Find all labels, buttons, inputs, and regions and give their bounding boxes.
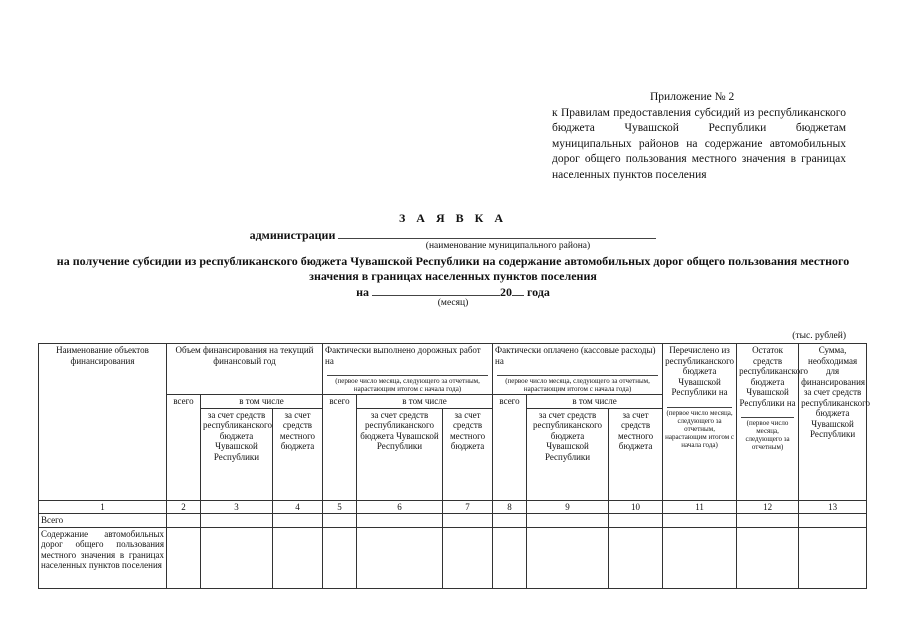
admin-caption: (наименование муниципального района) — [425, 241, 591, 251]
col-header-volume-local: за счет средств местного бюджета — [273, 408, 323, 500]
col-header-volume-rep: за счет средств республиканского бюджета Чувашской Республики — [201, 408, 273, 500]
column-number: 1 — [39, 500, 167, 514]
table-cell[interactable] — [323, 527, 357, 588]
purpose-text: на получение субсидии из республиканского бюджета Чувашской Республики на содержание автомобильных дорог общего пользования местного значения в границах населенных пунктов поселения — [56, 254, 850, 283]
table-cell[interactable] — [737, 514, 799, 528]
done-date-field[interactable] — [327, 366, 488, 376]
year-field[interactable] — [512, 284, 524, 296]
paid-date-field[interactable] — [497, 366, 658, 376]
table-cell[interactable] — [167, 527, 201, 588]
transferred-date-field[interactable] — [667, 398, 732, 408]
table-cell[interactable] — [493, 514, 527, 528]
column-number: 4 — [273, 500, 323, 514]
application-table — [38, 343, 871, 589]
month-caption: (месяц) — [437, 298, 469, 308]
column-number: 12 — [737, 500, 799, 514]
table-cell[interactable] — [609, 514, 663, 528]
col-header-objects: Наименование объектов финансирования — [39, 344, 167, 501]
date-mid: 20 — [500, 285, 513, 299]
column-numbers-row — [39, 500, 867, 514]
table-cell[interactable] — [799, 514, 867, 528]
table-cell[interactable] — [357, 527, 443, 588]
header-row-1 — [39, 344, 867, 395]
table-cell[interactable] — [493, 527, 527, 588]
column-number: 13 — [799, 500, 867, 514]
table-cell[interactable] — [273, 527, 323, 588]
column-number: 6 — [357, 500, 443, 514]
document-title: З А Я В К А — [398, 211, 508, 225]
col-header-balance-note: (первое число месяца, следующего за отчетным) — [745, 419, 790, 451]
col-header-done-rep: за счет средств республиканского бюджета Чувашской Республики — [357, 408, 443, 500]
col-header-transferred-label: Перечислено из республиканского бюджета Чувашской Республики на — [665, 345, 735, 397]
col-header-done-local: за счет средств местного бюджета — [443, 408, 493, 500]
admin-name-field[interactable] — [338, 227, 656, 239]
table-cell[interactable] — [737, 527, 799, 588]
table-cell[interactable] — [201, 527, 273, 588]
table-cell[interactable] — [527, 514, 609, 528]
table-cell[interactable] — [527, 527, 609, 588]
table-cell[interactable] — [443, 514, 493, 528]
appendix-title: Приложение № 2 — [650, 91, 735, 103]
col-header-volume-including: в том числе — [201, 395, 323, 409]
table-cell[interactable] — [201, 514, 273, 528]
col-header-done-note: (первое число месяца, следующего за отчетным, нарастающим итогом с начала года) — [335, 377, 480, 393]
table-cell[interactable] — [357, 514, 443, 528]
column-number: 9 — [527, 500, 609, 514]
table-row-maintenance — [39, 527, 867, 588]
col-header-paid-including: в том числе — [527, 395, 663, 409]
table-cell[interactable] — [799, 527, 867, 588]
col-header-done-total: всего — [323, 395, 357, 501]
col-header-paid — [493, 344, 663, 395]
units-label: (тыс. рублей) — [792, 331, 846, 341]
col-header-transferred — [663, 344, 737, 501]
date-prefix: на — [356, 285, 370, 299]
column-number: 11 — [663, 500, 737, 514]
column-number: 8 — [493, 500, 527, 514]
col-header-done-label: Фактически выполнено дорожных работ на — [325, 345, 481, 366]
col-header-paid-rep: за счет средств республиканского бюджета Чувашской Республики — [527, 408, 609, 500]
balance-date-field[interactable] — [741, 408, 794, 418]
col-header-sum: Сумма, необходимая для финансирования за счет средств республиканского бюджета Чувашской Республики — [799, 344, 867, 501]
table-cell[interactable] — [663, 514, 737, 528]
col-header-volume-total: всего — [167, 395, 201, 501]
month-field[interactable] — [372, 284, 500, 296]
table-cell[interactable] — [609, 527, 663, 588]
col-header-done-including: в том числе — [357, 395, 493, 409]
table-cell[interactable] — [167, 514, 201, 528]
column-number: 2 — [167, 500, 201, 514]
column-number: 3 — [201, 500, 273, 514]
col-header-done — [323, 344, 493, 395]
col-header-paid-total: всего — [493, 395, 527, 501]
column-number: 5 — [323, 500, 357, 514]
col-header-transferred-note: (первое число месяца, следующего за отчетным, нарастающим итогом с начала года) — [665, 408, 735, 449]
col-header-balance-label: Остаток средств республиканского бюджета Чувашской Республики на — [739, 345, 809, 408]
col-header-paid-local: за счет средств местного бюджета — [609, 408, 663, 500]
admin-label: администрации — [249, 228, 336, 242]
date-suffix: года — [527, 285, 550, 299]
row-label-total: Всего — [39, 514, 167, 528]
col-header-paid-note: (первое число месяца, следующего за отчетным, нарастающим итогом с начала года) — [505, 377, 650, 393]
col-header-balance — [737, 344, 809, 501]
column-number: 7 — [443, 500, 493, 514]
col-header-volume: Объем финансирования на текущий финансовый год — [167, 344, 323, 395]
table-cell[interactable] — [323, 514, 357, 528]
table-cell[interactable] — [443, 527, 493, 588]
column-number: 10 — [609, 500, 663, 514]
appendix-text: к Правилам предоставления субсидий из республиканского бюджета Чувашской Республики бюджетам муниципальных районов на содержание автомобильных дорог общего пользования местного значения в границах населенных пунктов поселения — [552, 106, 846, 181]
col-header-paid-label: Фактически оплачено (кассовые расходы) на — [495, 345, 656, 366]
appendix-block — [552, 90, 846, 183]
table-cell[interactable] — [663, 527, 737, 588]
table-row-total — [39, 514, 867, 528]
row-label-maintenance: Содержание автомобильных дорог общего пользования местного значения в границах населенных пунктов поселения — [39, 527, 167, 588]
table-cell[interactable] — [273, 514, 323, 528]
